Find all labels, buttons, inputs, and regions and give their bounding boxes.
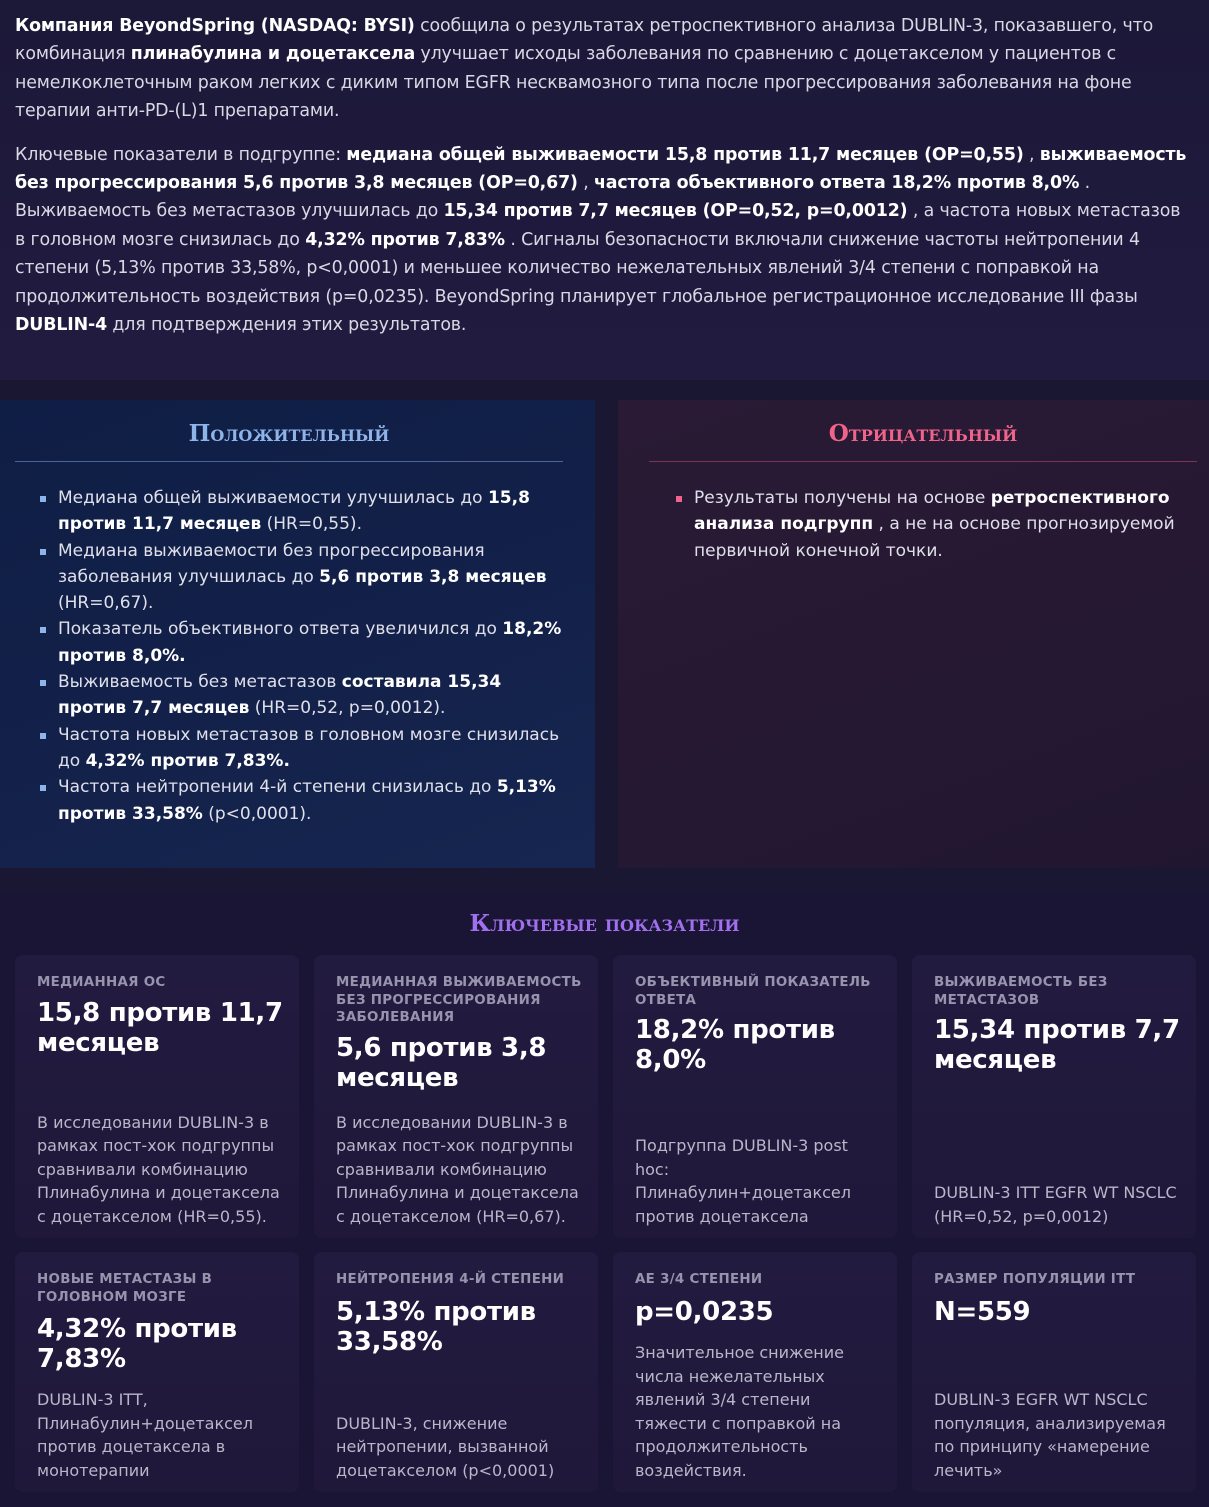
text: сообщила о результатах ретроспективного анализа DUBLIN-3, показавшего, что комбинация [15, 16, 1154, 65]
bold-text: 15,8 против 11,7 месяцев [58, 488, 530, 535]
text: Частота нейтропении 4-й степени снизилась до [58, 777, 497, 798]
text: для подтверждения этих результатов. [107, 315, 467, 336]
metric-description: В исследовании DUBLIN-3 в рамках пост-хок подгруппы сравнивали комбинацию Плинабулина и доцетаксела с доцетакселом (HR=0,67). [336, 1112, 579, 1226]
bold-text: DUBLIN-4 [15, 315, 108, 336]
metric-description: DUBLIN-3, снижение нейтропении, вызванной доцетакселом (p<0,0001) [336, 1413, 555, 1480]
metric-label: ОБЪЕКТИВНЫЙ ПОКАЗАТЕЛЬ ОТВЕТА [635, 975, 871, 1008]
text: (p<0,0001). [202, 803, 312, 824]
bold-text: плинабулина и доцетаксела [130, 44, 416, 65]
text: , а частота новых метастазов в головном мозге снизилась до [15, 201, 1181, 250]
text: . Сигналы безопасности включали снижение частоты нейтропении 4 степени (5,13% против 33,58%, p<0,0001) и меньшее количество нежелательных явлений 3/4 степени с поправкой на продолжительность воздействия (p=0,0235). BeyondSpring планирует глобальное регистрационное исследование III фазы [15, 229, 1140, 307]
metric-card [613, 955, 897, 1238]
bold-text: выживаемость без прогрессирования 5,6 против 3,8 месяцев (ОР=0,67) [15, 144, 1187, 194]
positive-list [38, 485, 568, 827]
positive-panel [0, 400, 595, 868]
metric-label: ВЫЖИВАЕМОСТЬ БЕЗ МЕТАСТАЗОВ [934, 975, 1108, 1008]
bold-text: 5,6 против 3,8 месяцев [319, 566, 547, 587]
metric-label: НОВЫЕ МЕТАСТАЗЫ В ГОЛОВНОМ МОЗГЕ [37, 1272, 213, 1305]
metric-description: DUBLIN-3 ITT EGFR WT NSCLC (HR=0,52, p=0,0012) [934, 1183, 1177, 1226]
positive-list-item [38, 485, 568, 538]
negative-list [674, 485, 1194, 564]
text: , [1023, 144, 1040, 165]
bold-text: составила 15,34 против 7,7 месяцев [58, 672, 502, 719]
bold-text: 15,34 против 7,7 месяцев (ОР=0,52, p=0,0012) [443, 201, 908, 222]
metric-value: 4,32% против 7,83% [37, 1314, 237, 1374]
metric-card [314, 955, 598, 1238]
text: Ключевые показатели в подгруппе: [15, 144, 347, 165]
metric-card [613, 1252, 897, 1492]
positive-list-item [38, 774, 568, 827]
intro-section [0, 0, 1209, 380]
text: (HR=0,52, p=0,0012). [249, 698, 446, 719]
intro-paragraph-1 [15, 12, 1194, 126]
text: Частота новых метастазов в головном мозге снизилась до [58, 724, 560, 771]
negative-divider [649, 461, 1197, 462]
text: Показатель объективного ответа увеличился до [58, 619, 503, 640]
positive-list-item [38, 669, 568, 722]
metric-label: РАЗМЕР ПОПУЛЯЦИИ ITT [934, 1272, 1136, 1287]
metric-description: В исследовании DUBLIN-3 в рамках пост-хок подгруппы сравнивали комбинацию Плинабулина и доцетаксела с доцетакселом (HR=0,55). [37, 1112, 280, 1226]
text: Выживаемость без метастазов [58, 672, 342, 693]
metric-label: НЕЙТРОПЕНИЯ 4-Й СТЕПЕНИ [336, 1272, 565, 1287]
negative-panel [618, 400, 1209, 868]
text: , а не на основе прогнозируемой первичной конечной точки. [694, 514, 1175, 561]
text: (HR=0,67). [58, 593, 154, 614]
bold-text: 5,13% против 33,58% [58, 777, 556, 824]
bold-text: 18,2% против 8,0%. [58, 619, 562, 666]
metric-description: Значительное снижение числа нежелательных явлений 3/4 степени тяжести с поправкой на продолжительность воздействия. [635, 1343, 844, 1480]
metric-value: 18,2% против 8,0% [635, 1015, 835, 1075]
metric-description: DUBLIN-3 ITT, Плинабулин+доцетаксел против доцетаксела в монотерапии [37, 1390, 253, 1480]
text: Результаты получены на основе [694, 488, 991, 508]
metric-description: DUBLIN-3 EGFR WT NSCLC популяция, анализируемая по принципу «намерение лечить» [934, 1390, 1166, 1480]
metric-label: МЕДИАННАЯ ОС [37, 975, 166, 990]
metric-card [15, 955, 299, 1238]
negative-title: Отрицательный [828, 420, 1018, 447]
positive-divider [15, 461, 563, 462]
text: Медиана общей выживаемости улучшилась до [58, 488, 488, 508]
metric-value: 5,6 против 3,8 месяцев [336, 1033, 547, 1093]
pros-cons-section [0, 380, 1209, 892]
positive-title: Положительный [188, 420, 390, 447]
intro-paragraph-2 [15, 141, 1194, 340]
metric-card [15, 1252, 299, 1492]
text: , [577, 173, 594, 194]
positive-list-item [38, 722, 568, 775]
text: Медиана выживаемости без прогрессирования заболевания улучшилась до [58, 540, 485, 587]
positive-list-item [38, 538, 568, 617]
bold-text: частота объективного ответа 18,2% против 8,0% [593, 173, 1080, 194]
positive-list-item [38, 616, 568, 669]
text: . Выживаемость без метастазов улучшилась до [15, 173, 1091, 222]
metric-value: p=0,0235 [635, 1297, 774, 1327]
metric-card [314, 1252, 598, 1492]
text: улучшает исходы заболевания по сравнению с доцетакселом у пациентов с немелкоклеточным раком легких с диким типом EGFR несквамозного типа после прогрессирования заболевания на фоне терапии анти-PD-(L)1 препаратами. [15, 44, 1132, 122]
bold-text: ретроспективного анализа подгрупп [694, 488, 1170, 535]
metric-card [912, 1252, 1196, 1492]
metric-card [912, 955, 1196, 1238]
metric-description: Подгруппа DUBLIN-3 post hoc: Плинабулин+доцетаксел против доцетаксела [635, 1136, 851, 1226]
negative-list-item [674, 485, 1194, 564]
bold-text: 4,32% против 7,83%. [85, 750, 290, 771]
key-metrics-section [0, 892, 1209, 1507]
metric-value: 5,13% против 33,58% [336, 1297, 536, 1357]
bold-text: 4,32% против 7,83% [305, 229, 505, 250]
metric-value: 15,34 против 7,7 месяцев [934, 1015, 1180, 1075]
metric-value: N=559 [934, 1297, 1031, 1327]
metric-label: AE 3/4 СТЕПЕНИ [635, 1272, 763, 1287]
bold-text: медиана общей выживаемости 15,8 против 11,7 месяцев (ОР=0,55) [346, 144, 1024, 165]
bold-text: Компания BeyondSpring (NASDAQ: BYSI) [15, 16, 415, 36]
metric-label: МЕДИАННАЯ ВЫЖИВАЕМОСТЬ БЕЗ ПРОГРЕССИРОВАНИЯ ЗАБОЛЕВАНИЯ [336, 975, 582, 1025]
text: (HR=0,55). [261, 514, 362, 535]
metric-value: 15,8 против 11,7 месяцев [37, 998, 283, 1058]
metrics-title: Ключевые показатели [469, 910, 740, 937]
